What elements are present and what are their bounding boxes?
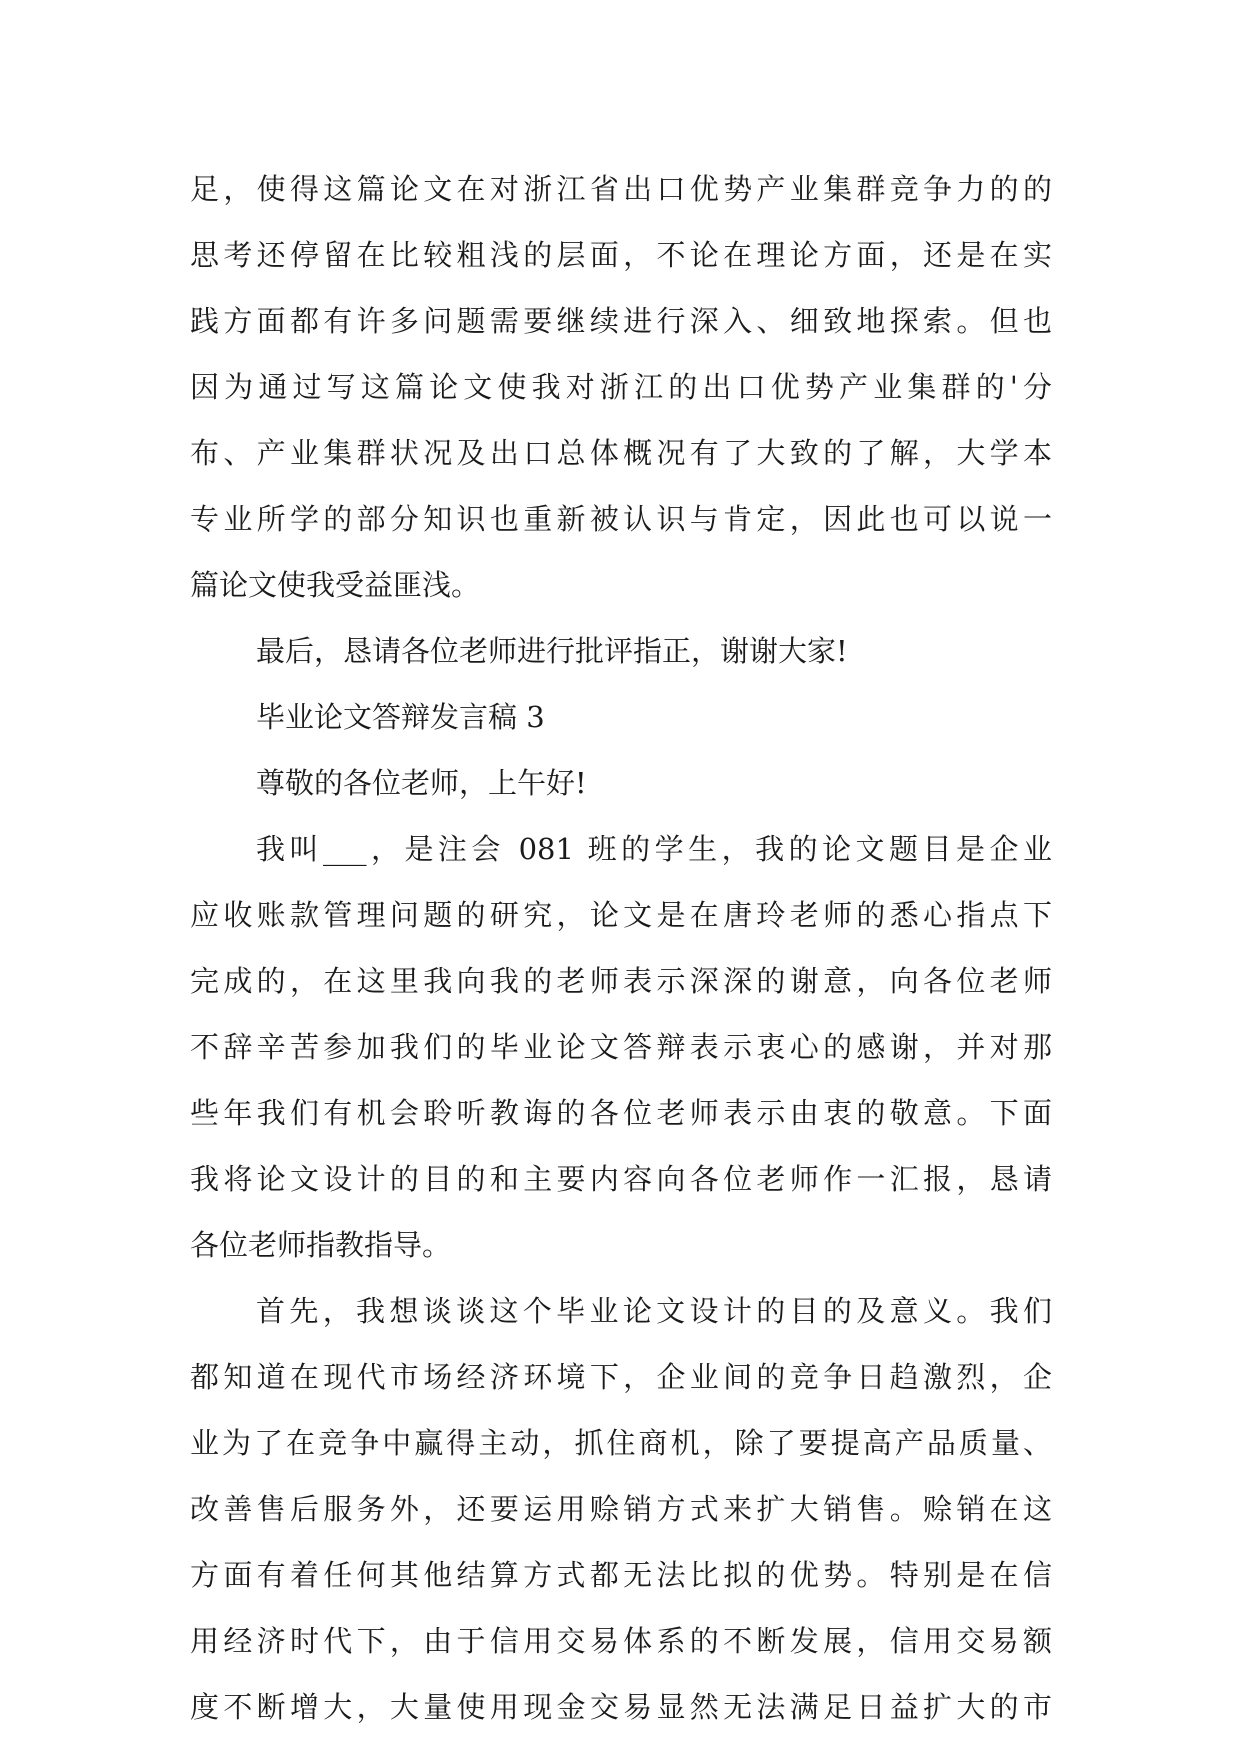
paragraph-line: 都知道在现代市场经济环境下，企业间的竞争日趋激烈，企 [190, 1360, 1052, 1394]
paragraph-line: 些年我们有机会聆听教诲的各位老师表示由衷的敬意。下面 [190, 1096, 1052, 1130]
paragraph-line: 因为通过写这篇论文使我对浙江的出口优势产业集群的'分 [190, 370, 1052, 404]
paragraph-line: 改善售后服务外，还要运用赊销方式来扩大销售。赊销在这 [190, 1492, 1052, 1526]
paragraph-line: 不辞辛苦参加我们的毕业论文答辩表示衷心的感谢，并对那 [190, 1030, 1052, 1064]
paragraph-line: 足，使得这篇论文在对浙江省出口优势产业集群竞争力的的 [190, 172, 1052, 206]
paragraph-line: 方面有着任何其他结算方式都无法比拟的优势。特别是在信 [190, 1558, 1052, 1592]
paragraph-line: 业为了在竞争中赢得主动，抓住商机，除了要提高产品质量、 [190, 1426, 1052, 1460]
paragraph-line: 各位老师指教指导。 [190, 1228, 452, 1262]
paragraph-line: 首先，我想谈谈这个毕业论文设计的目的及意义。我们 [256, 1294, 1052, 1328]
paragraph-line: 完成的，在这里我向我的老师表示深深的谢意，向各位老师 [190, 964, 1052, 998]
paragraph-line: 篇论文使我受益匪浅。 [190, 568, 481, 602]
document-body [190, 156, 1052, 1740]
greeting-line: 尊敬的各位老师，上午好! [256, 766, 587, 800]
paragraph-line: 我叫___，是注会 081 班的学生，我的论文题目是企业 [256, 832, 1052, 866]
paragraph-line: 思考还停留在比较粗浅的层面，不论在理论方面，还是在实 [190, 238, 1052, 272]
closing-line: 最后，恳请各位老师进行批评指正，谢谢大家! [256, 634, 848, 668]
paragraph-line: 布、产业集群状况及出口总体概况有了大致的了解，大学本 [190, 436, 1052, 470]
section-heading: 毕业论文答辩发言稿 3 [256, 700, 545, 734]
paragraph-line: 用经济时代下，由于信用交易体系的不断发展，信用交易额 [190, 1624, 1052, 1658]
paragraph-line: 度不断增大，大量使用现金交易显然无法满足日益扩大的市 [190, 1690, 1052, 1724]
paragraph-line: 专业所学的部分知识也重新被认识与肯定，因此也可以说一 [190, 502, 1052, 536]
paragraph-line: 应收账款管理问题的研究，论文是在唐玲老师的悉心指点下 [190, 898, 1052, 932]
paragraph-line: 践方面都有许多问题需要继续进行深入、细致地探索。但也 [190, 304, 1052, 338]
paragraph-line: 我将论文设计的目的和主要内容向各位老师作一汇报，恳请 [190, 1162, 1052, 1196]
